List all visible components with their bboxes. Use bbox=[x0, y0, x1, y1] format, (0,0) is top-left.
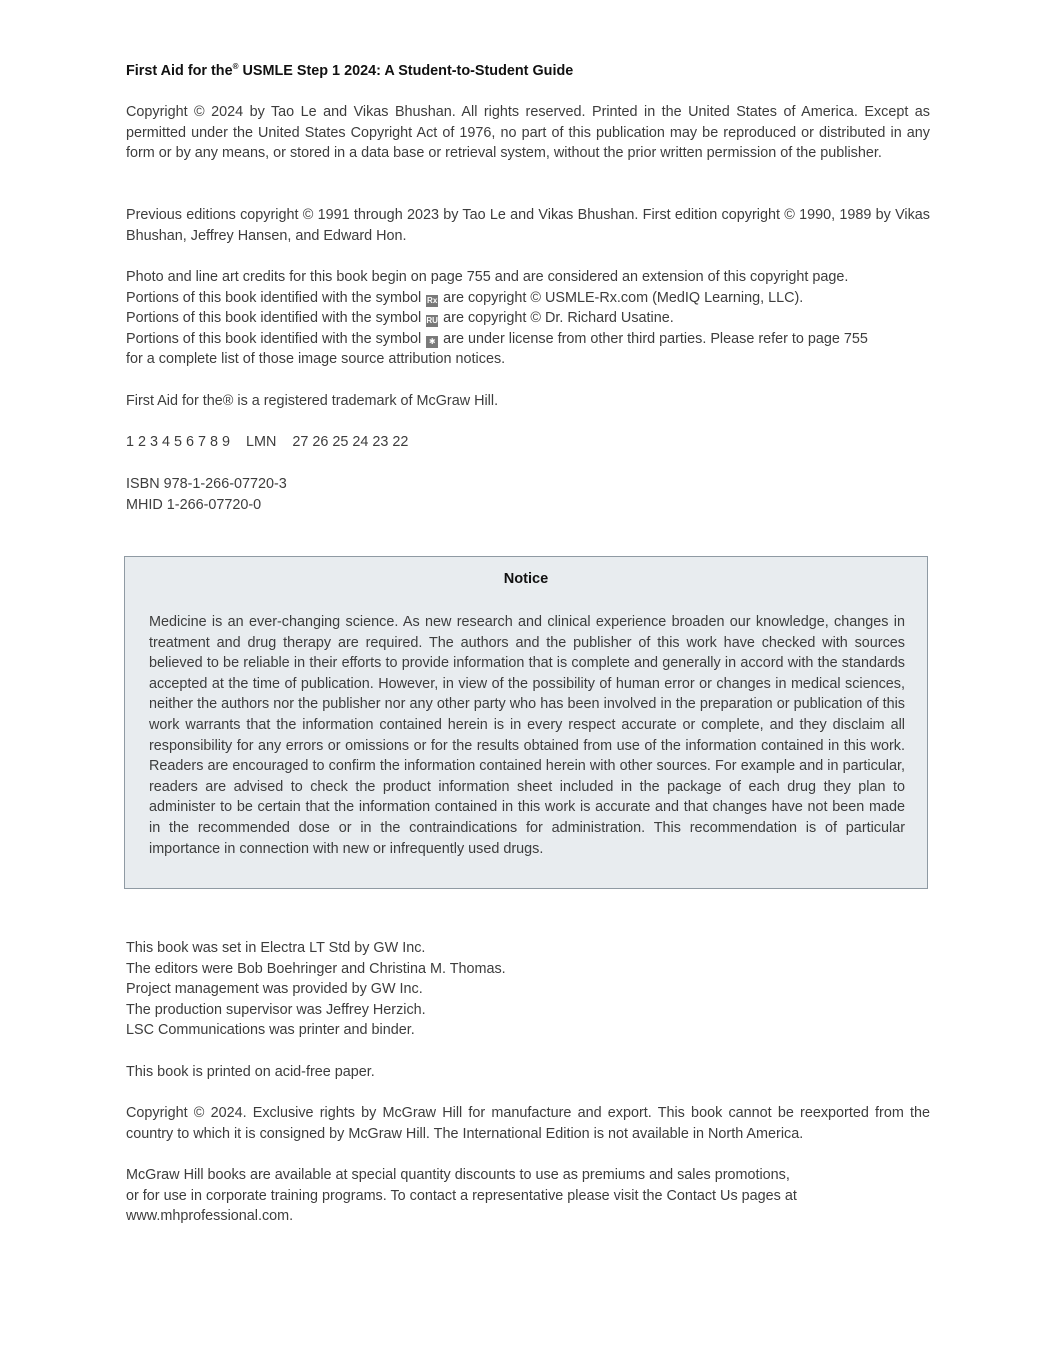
sales-line-2: or for use in corporate training programs. To contact a representative please visit the Contact Us pages at bbox=[126, 1187, 797, 1204]
sales-paragraph bbox=[126, 1165, 930, 1227]
credits-ru-text: are copyright © Dr. Richard Usatine. bbox=[443, 310, 674, 327]
sales-line-1: McGraw Hill books are available at special quantity discounts to use as premiums and sales promotions, bbox=[126, 1167, 790, 1183]
ru-symbol-icon: RU bbox=[426, 316, 438, 326]
production-line: The production supervisor was Jeffrey Herzich. bbox=[126, 1001, 426, 1018]
printing-line: 1 2 3 4 5 6 7 8 9 LMN 27 26 25 24 23 22 bbox=[126, 434, 409, 450]
credits-star-text: are under license from other third parties. Please refer to page 755 bbox=[443, 330, 868, 347]
production-line: This book was set in Electra LT Std by GW Inc. bbox=[126, 940, 426, 956]
sales-url: www.mhprofessional.com. bbox=[126, 1208, 294, 1225]
notice-heading: Notice bbox=[503, 571, 549, 587]
credits-prefix: Portions of this book identified with the symbol bbox=[126, 330, 422, 347]
credits-prefix: Portions of this book identified with the symbol bbox=[126, 310, 422, 327]
credits-paragraph bbox=[126, 267, 930, 370]
book-title bbox=[126, 62, 573, 79]
previous-editions-paragraph: Previous editions copyright © 1991 through 2023 by Tao Le and Vikas Bhushan. First edition copyright © 1990, 1989 by Vikas Bhushan, Jeffrey Hansen, and Edward Hon. bbox=[126, 207, 930, 244]
trademark-line: First Aid for the® is a registered trademark of McGraw Hill. bbox=[126, 393, 499, 409]
production-line: The editors were Bob Boehringer and Christina M. Thomas. bbox=[126, 960, 506, 977]
credits-line-5: for a complete list of those image source attribution notices. bbox=[126, 351, 506, 368]
copyright-paragraph: Copyright © 2024 by Tao Le and Vikas Bhushan. All rights reserved. Printed in the United States of America. Except as permitted under the United States Copyright Act of 1976, no part of this publication may be reproduced or distributed in any form or by any means, or stored in a data base or retrieval system, without the prior written permission of the publisher. bbox=[126, 104, 930, 162]
acid-free-line: This book is printed on acid-free paper. bbox=[126, 1064, 375, 1080]
book-title-prefix: First Aid for the bbox=[126, 62, 233, 79]
notice-body: Medicine is an ever-changing science. As new research and clinical experience broaden our knowledge, changes in treatment and drug therapy are required. The authors and the publisher of this work have checked with sources believed to be reliable in their efforts to provide information that is complete and generally in accord with the standards accepted at the time of publication. However, in view of the possibility of human error or changes in medical sciences, neither the authors nor the publisher nor any other party who has been involved in the preparation or publication of this work warrants that the information contained herein is in every respect accurate or complete, and they disclaim all responsibility for any errors or omissions or for the results obtained from use of the information contained in this work. Readers are encouraged to confirm the information contained herein with other sources. For example and in particular, readers are advised to check the product information sheet included in the package of each drug they plan to administer to be certain that the information contained in this work is accurate and that changes have not been made in the recommended dose or in the contraindications for administration. This recommendation is of particular importance in connection with new or infrequently used drugs. bbox=[149, 614, 905, 857]
mhid-line: MHID 1-266-07720-0 bbox=[126, 496, 262, 513]
production-line: LSC Communications was printer and binder. bbox=[126, 1022, 415, 1039]
production-credits bbox=[126, 938, 930, 1041]
registered-mark: ® bbox=[232, 62, 239, 71]
credits-line-star bbox=[126, 329, 930, 350]
notice-box bbox=[124, 556, 928, 889]
credits-prefix: Portions of this book identified with the symbol bbox=[126, 289, 422, 306]
isbn-line: ISBN 978-1-266-07720-3 bbox=[126, 476, 287, 492]
export-rights-paragraph: Copyright © 2024. Exclusive rights by McGraw Hill for manufacture and export. This book cannot be reexported from the country to which it is consigned by McGraw Hill. The International Edition is not available in North America. bbox=[126, 1105, 930, 1142]
production-line: Project management was provided by GW Inc. bbox=[126, 981, 423, 998]
identifiers bbox=[126, 474, 930, 515]
credits-line-ru bbox=[126, 308, 930, 329]
rx-symbol-icon: Rx bbox=[427, 295, 438, 305]
star-symbol-icon: ✱ bbox=[426, 336, 438, 348]
credits-line-rx bbox=[126, 288, 930, 309]
credits-rx-text: are copyright © USMLE-Rx.com (MedIQ Learning, LLC). bbox=[443, 289, 804, 306]
book-title-rest: USMLE Step 1 2024: A Student-to-Student Guide bbox=[238, 62, 574, 79]
credits-line-1: Photo and line art credits for this book begin on page 755 and are considered an extension of this copyright page. bbox=[126, 269, 849, 285]
